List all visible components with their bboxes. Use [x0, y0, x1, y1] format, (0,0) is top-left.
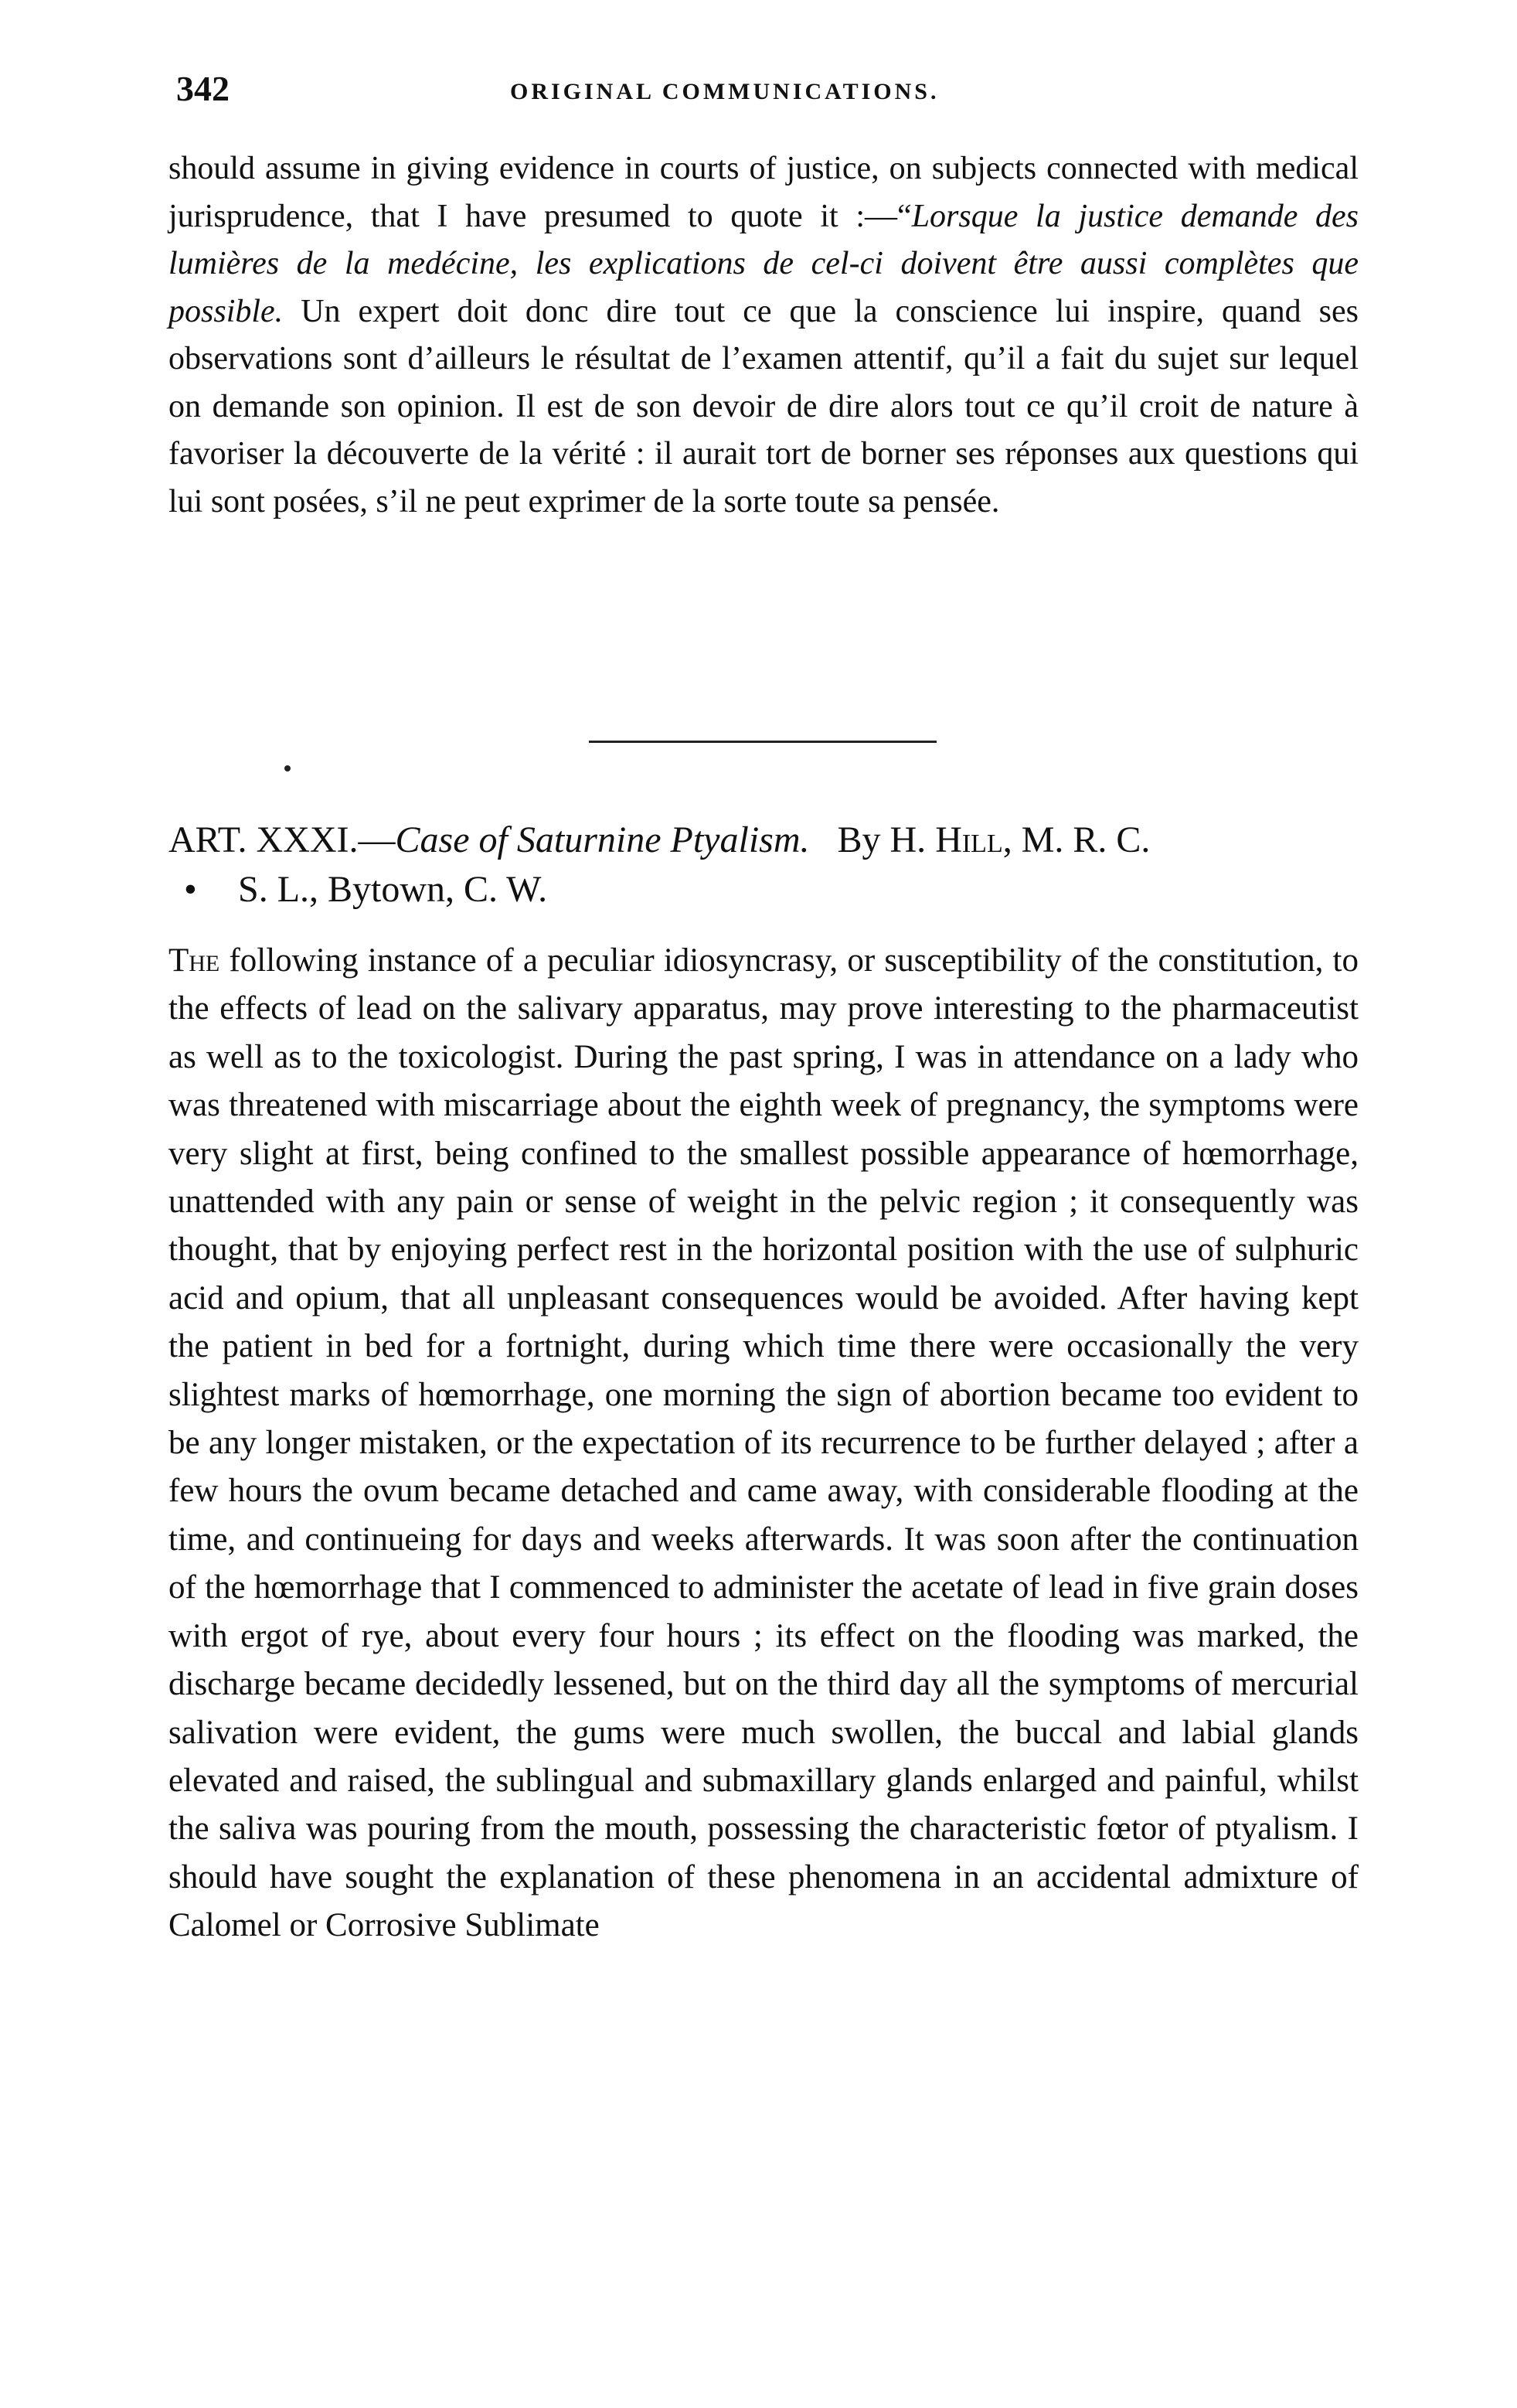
- heading-bullet: •: [184, 869, 197, 910]
- paragraph-intro: should assume in giving evidence in courts of justice, on subjects connected with medical jurisprudence, that I have presumed to quote it :—“: [168, 151, 1359, 234]
- french-quote-paragraph: [168, 145, 1359, 526]
- article-label: ART. XXXI.—: [168, 819, 396, 860]
- section-divider-rule: [589, 741, 937, 743]
- article-by: By H.: [837, 819, 927, 860]
- running-head: ORIGINAL COMMUNICATIONS.: [510, 79, 940, 104]
- article-heading: [168, 816, 1359, 914]
- article-credentials: M. R. C.: [1021, 819, 1151, 860]
- article-affiliation: S. L., Bytown, C. W.: [238, 869, 548, 910]
- article-heading-line2: [168, 865, 1359, 914]
- article-title: Case of Saturnine Ptyalism.: [395, 819, 810, 860]
- paragraph-rest: Un expert doit donc dire tout ce que la conscience lui inspire, quand ses observations sont d’ailleurs le résultat de l’examen attentif, qu’il a fait du sujet sur lequel on demande son opinion. Il est de son devoir de dire alors tout ce qu’il croit de nature à favoriser la découverte de la vérité : il aurait tort de borner ses réponses aux questions qui lui sont posées, s’il ne peut exprimer de la sorte toute sa pensée.: [168, 293, 1359, 519]
- page-header: [176, 68, 1382, 114]
- print-speck: [284, 765, 291, 771]
- article-author: Hill,: [935, 819, 1012, 860]
- italic-quotation: Lorsque la justice demande des lumières de la medécine, les explications de cel-ci doivent être aussi complètes que possible.: [168, 198, 1359, 329]
- paragraph-first-word: The: [168, 942, 220, 979]
- case-report-paragraph: [168, 937, 1359, 1950]
- page-number: 342: [176, 69, 230, 108]
- case-report-text: following instance of a peculiar idiosyncrasy, or susceptibility of the constitution, to the effects of lead on the salivary apparatus, may prove interesting to the pharmaceutist as well as to the toxicologist. During the past spring, I was in attendance on a lady who was threatened with miscarriage about the eighth week of pregnancy, the symptoms were very slight at first, being confined to the smallest possible appearance of hœmorrhage, unattended with any pain or sense of weight in the pelvic region ; it consequently was thought, that by enjoying perfect rest in the horizontal position with the use of sulphuric acid and opium, that all unpleasant consequences would be avoided. After having kept the patient in bed for a fortnight, during which time there were occasionally the very slightest marks of hœmorrhage, one morning the sign of abortion became too evident to be any longer mistaken, or the expectation of its recurrence to be further delayed ; after a few hours the ovum became detached and came away, with considerable flooding at the time, and continueing for days and weeks afterwards. It was soon after the continuation of the hœmorrhage that I commenced to administer the acetate of lead in five grain doses with ergot of rye, about every four hours ; its effect on the flooding was marked, the discharge became decidedly lessened, but on the third day all the symptoms of mercurial salivation were evident, the gums were much swollen, the buccal and labial glands elevated and raised, the sublingual and submaxillary glands enlarged and painful, whilst the saliva was pouring from the mouth, possessing the characteristic fœtor of ptyalism. I should have sought the explanation of these phenomena in an accidental admixture of Calomel or Corrosive Sublimate: [168, 942, 1359, 1944]
